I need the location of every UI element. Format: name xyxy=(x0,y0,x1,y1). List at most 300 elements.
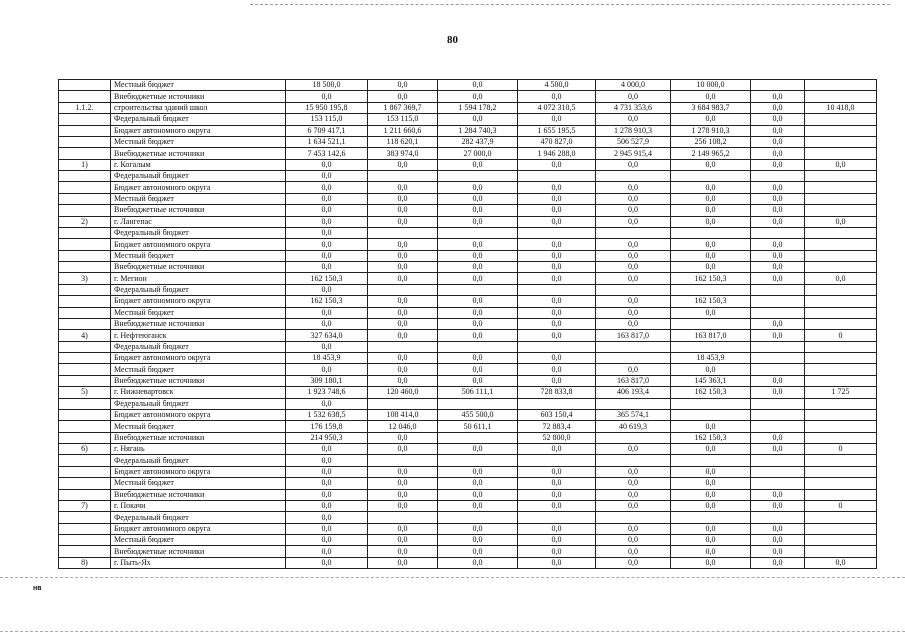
total-cell: 214 950,3 xyxy=(286,432,368,443)
amount-cell: 0,0 xyxy=(596,478,671,489)
amount-cell: 162 150,3 xyxy=(671,296,751,307)
amount-cell xyxy=(438,512,518,523)
indicator-cell xyxy=(805,535,877,546)
amount-cell: 0,0 xyxy=(751,375,805,386)
amount-cell: 0,0 xyxy=(596,239,671,250)
item-number-cell xyxy=(59,318,111,329)
total-cell: 6 709 417,1 xyxy=(286,125,368,136)
item-number-cell: 5) xyxy=(59,387,111,398)
item-number-cell xyxy=(59,125,111,136)
federal-budget-row xyxy=(59,284,877,295)
total-cell: 0,0 xyxy=(286,227,368,238)
federal-budget-row xyxy=(59,341,877,352)
item-name-cell: Местный бюджет xyxy=(111,136,286,147)
amount-cell: 365 574,1 xyxy=(596,409,671,420)
item-number-cell xyxy=(59,364,111,375)
indicator-cell xyxy=(805,489,877,500)
indicator-cell xyxy=(805,296,877,307)
amount-cell xyxy=(671,284,751,295)
indicator-cell xyxy=(805,409,877,420)
total-cell: 0,0 xyxy=(286,512,368,523)
total-cell: 0,0 xyxy=(286,250,368,261)
amount-cell: 0,0 xyxy=(518,546,596,557)
amount-cell: 0,0 xyxy=(368,535,438,546)
amount-cell: 0,0 xyxy=(438,330,518,341)
amount-cell: 0,0 xyxy=(368,330,438,341)
item-name-cell: Бюджет автономного округа xyxy=(111,409,286,420)
total-cell: 15 950 195,8 xyxy=(286,102,368,113)
amount-cell: 0,0 xyxy=(368,375,438,386)
amount-cell: 0,0 xyxy=(368,557,438,568)
amount-cell xyxy=(368,455,438,466)
amount-cell: 40 619,3 xyxy=(596,421,671,432)
total-cell: 153 115,0 xyxy=(286,114,368,125)
amount-cell: 0,0 xyxy=(518,557,596,568)
total-cell: 0,0 xyxy=(286,364,368,375)
item-name-cell: Федеральный бюджет xyxy=(111,227,286,238)
total-cell: 0,0 xyxy=(286,193,368,204)
indicator-cell xyxy=(805,205,877,216)
amount-cell xyxy=(671,409,751,420)
item-number-cell xyxy=(59,353,111,364)
amount-cell: 0,0 xyxy=(518,535,596,546)
amount-cell: 0,0 xyxy=(671,444,751,455)
amount-cell: 108 414,0 xyxy=(368,409,438,420)
amount-cell: 0,0 xyxy=(751,102,805,113)
amount-cell xyxy=(751,353,805,364)
indicator-cell xyxy=(805,341,877,352)
item-name-cell: г. Нягань xyxy=(111,444,286,455)
amount-cell: 0,0 xyxy=(596,193,671,204)
federal-budget-row xyxy=(59,455,877,466)
amount-cell: 0,0 xyxy=(596,91,671,102)
amount-cell: 0,0 xyxy=(518,262,596,273)
amount-cell: 0,0 xyxy=(518,193,596,204)
amount-cell xyxy=(751,409,805,420)
amount-cell: 0,0 xyxy=(671,466,751,477)
amount-cell: 0,0 xyxy=(518,239,596,250)
item-number-cell xyxy=(59,523,111,534)
item-name-cell: г. Нефтеюганск xyxy=(111,330,286,341)
amount-cell: 0,0 xyxy=(518,182,596,193)
federal-budget-row xyxy=(59,227,877,238)
amount-cell: 0,0 xyxy=(751,557,805,568)
amount-cell: 0,0 xyxy=(438,307,518,318)
total-cell: 1 923 748,6 xyxy=(286,387,368,398)
amount-cell xyxy=(751,478,805,489)
amount-cell: 0,0 xyxy=(751,273,805,284)
amount-cell: 118 620,1 xyxy=(368,136,438,147)
item-number-cell: 2) xyxy=(59,216,111,227)
amount-cell: 0,0 xyxy=(671,193,751,204)
indicator-cell xyxy=(805,80,877,91)
amount-cell: 0,0 xyxy=(671,307,751,318)
amount-cell: 0,0 xyxy=(751,114,805,125)
amount-cell: 0,0 xyxy=(671,421,751,432)
amount-cell: 0,0 xyxy=(596,557,671,568)
item-name-cell: Местный бюджет xyxy=(111,364,286,375)
amount-cell xyxy=(438,455,518,466)
indicator-cell xyxy=(805,318,877,329)
district-budget-row xyxy=(59,296,877,307)
item-number-cell xyxy=(59,182,111,193)
amount-cell: 0,0 xyxy=(518,500,596,511)
amount-cell: 0,0 xyxy=(751,318,805,329)
amount-cell: 0,0 xyxy=(368,193,438,204)
amount-cell: 0,0 xyxy=(596,489,671,500)
amount-cell: 0,0 xyxy=(751,330,805,341)
item-number-cell xyxy=(59,193,111,204)
item-name-cell: Бюджет автономного округа xyxy=(111,296,286,307)
federal-budget-row xyxy=(59,512,877,523)
amount-cell: 0,0 xyxy=(518,364,596,375)
scan-artifact-bottom-line xyxy=(0,631,905,632)
amount-cell xyxy=(518,341,596,352)
item-name-cell: Местный бюджет xyxy=(111,193,286,204)
amount-cell xyxy=(518,398,596,409)
amount-cell: 728 833,8 xyxy=(518,387,596,398)
amount-cell: 0,0 xyxy=(751,444,805,455)
amount-cell xyxy=(438,432,518,443)
amount-cell: 4 072 310,5 xyxy=(518,102,596,113)
total-cell: 0,0 xyxy=(286,478,368,489)
amount-cell: 0,0 xyxy=(751,546,805,557)
item-number-cell xyxy=(59,512,111,523)
amount-cell: 0,0 xyxy=(368,546,438,557)
amount-cell: 163 817,0 xyxy=(671,330,751,341)
section-row xyxy=(59,102,877,113)
amount-cell xyxy=(671,341,751,352)
item-number-cell: 7) xyxy=(59,500,111,511)
amount-cell: 0,0 xyxy=(438,250,518,261)
indicator-cell xyxy=(805,421,877,432)
item-name-cell: г. Когалым xyxy=(111,159,286,170)
item-number-cell xyxy=(59,80,111,91)
amount-cell xyxy=(518,512,596,523)
item-name-cell: Внебюджетные источники xyxy=(111,546,286,557)
amount-cell xyxy=(671,171,751,182)
amount-cell xyxy=(751,227,805,238)
item-number-cell xyxy=(59,466,111,477)
total-cell: 0,0 xyxy=(286,318,368,329)
item-name-cell: Бюджет автономного округа xyxy=(111,182,286,193)
indicator-cell xyxy=(805,262,877,273)
amount-cell xyxy=(751,466,805,477)
amount-cell: 0,0 xyxy=(596,114,671,125)
local-budget-row xyxy=(59,364,877,375)
amount-cell xyxy=(751,284,805,295)
amount-cell: 163 817,0 xyxy=(596,375,671,386)
district-budget-row xyxy=(59,353,877,364)
item-name-cell: г. Нижневартовск xyxy=(111,387,286,398)
amount-cell: 0,0 xyxy=(368,216,438,227)
amount-cell: 4 500,0 xyxy=(518,80,596,91)
amount-cell: 0,0 xyxy=(518,489,596,500)
amount-cell xyxy=(596,512,671,523)
item-name-cell: Внебюджетные источники xyxy=(111,318,286,329)
item-number-cell xyxy=(59,296,111,307)
total-cell: 7 453 142,6 xyxy=(286,148,368,159)
amount-cell xyxy=(751,398,805,409)
amount-cell: 0,0 xyxy=(368,353,438,364)
amount-cell: 0,0 xyxy=(368,262,438,273)
amount-cell: 0,0 xyxy=(438,296,518,307)
scan-artifact-line xyxy=(0,577,905,578)
amount-cell: 0,0 xyxy=(518,478,596,489)
total-cell: 0,0 xyxy=(286,239,368,250)
amount-cell: 0,0 xyxy=(438,318,518,329)
amount-cell: 0,0 xyxy=(518,523,596,534)
amount-cell: 0,0 xyxy=(438,500,518,511)
item-name-cell: Внебюджетные источники xyxy=(111,148,286,159)
indicator-cell: 0,0 xyxy=(805,216,877,227)
item-name-cell: Федеральный бюджет xyxy=(111,284,286,295)
amount-cell: 0,0 xyxy=(596,296,671,307)
item-name-cell: Федеральный бюджет xyxy=(111,114,286,125)
amount-cell: 0,0 xyxy=(671,478,751,489)
amount-cell: 0,0 xyxy=(438,478,518,489)
amount-cell: 0,0 xyxy=(368,364,438,375)
amount-cell: 0,0 xyxy=(751,148,805,159)
extra-budget-row xyxy=(59,262,877,273)
item-name-cell: Внебюджетные источники xyxy=(111,205,286,216)
amount-cell: 0,0 xyxy=(368,159,438,170)
item-name-cell: Федеральный бюджет xyxy=(111,455,286,466)
item-number-cell xyxy=(59,171,111,182)
amount-cell: 0,0 xyxy=(438,523,518,534)
amount-cell: 406 193,4 xyxy=(596,387,671,398)
amount-cell xyxy=(751,296,805,307)
amount-cell: 455 500,0 xyxy=(438,409,518,420)
total-cell: 0,0 xyxy=(286,523,368,534)
amount-cell: 120 460,0 xyxy=(368,387,438,398)
amount-cell: 0,0 xyxy=(438,273,518,284)
amount-cell: 0,0 xyxy=(438,262,518,273)
item-number-cell xyxy=(59,114,111,125)
indicator-cell xyxy=(805,114,877,125)
item-name-cell: Федеральный бюджет xyxy=(111,398,286,409)
section-row xyxy=(59,500,877,511)
amount-cell: 0,0 xyxy=(596,159,671,170)
item-name-cell: Местный бюджет xyxy=(111,421,286,432)
indicator-cell xyxy=(805,227,877,238)
amount-cell: 0,0 xyxy=(671,159,751,170)
item-name-cell: Федеральный бюджет xyxy=(111,341,286,352)
extra-budget-row xyxy=(59,375,877,386)
amount-cell: 0,0 xyxy=(671,557,751,568)
extra-budget-row xyxy=(59,318,877,329)
total-cell: 18 500,0 xyxy=(286,80,368,91)
item-name-cell: Местный бюджет xyxy=(111,535,286,546)
amount-cell: 1 211 660,6 xyxy=(368,125,438,136)
amount-cell: 0,0 xyxy=(518,318,596,329)
amount-cell: 0,0 xyxy=(368,273,438,284)
amount-cell: 0,0 xyxy=(751,535,805,546)
item-number-cell xyxy=(59,432,111,443)
amount-cell: 0,0 xyxy=(751,387,805,398)
total-cell: 0,0 xyxy=(286,182,368,193)
amount-cell: 0,0 xyxy=(438,557,518,568)
amount-cell: 0,0 xyxy=(368,250,438,261)
amount-cell: 1 594 178,2 xyxy=(438,102,518,113)
amount-cell: 162 150,3 xyxy=(671,387,751,398)
section-row xyxy=(59,330,877,341)
indicator-cell: 0 xyxy=(805,500,877,511)
budget-table xyxy=(58,79,877,569)
district-budget-row xyxy=(59,523,877,534)
extra-budget-row xyxy=(59,205,877,216)
section-row xyxy=(59,273,877,284)
amount-cell xyxy=(438,284,518,295)
amount-cell: 0,0 xyxy=(518,444,596,455)
amount-cell xyxy=(518,284,596,295)
total-cell: 309 180,1 xyxy=(286,375,368,386)
amount-cell: 256 108,2 xyxy=(671,136,751,147)
amount-cell: 0,0 xyxy=(368,432,438,443)
total-cell: 0,0 xyxy=(286,341,368,352)
amount-cell: 0,0 xyxy=(368,523,438,534)
amount-cell xyxy=(751,455,805,466)
amount-cell: 0,0 xyxy=(751,250,805,261)
amount-cell: 0,0 xyxy=(368,444,438,455)
amount-cell: 0,0 xyxy=(438,159,518,170)
total-cell: 327 634,0 xyxy=(286,330,368,341)
amount-cell: 0,0 xyxy=(751,125,805,136)
amount-cell xyxy=(438,227,518,238)
district-budget-row xyxy=(59,466,877,477)
amount-cell: 0,0 xyxy=(438,239,518,250)
item-number-cell: 3) xyxy=(59,273,111,284)
amount-cell: 470 827,0 xyxy=(518,136,596,147)
amount-cell: 1 278 910,3 xyxy=(671,125,751,136)
indicator-cell xyxy=(805,148,877,159)
amount-cell: 0,0 xyxy=(368,318,438,329)
item-name-cell: строительства зданий школ xyxy=(111,102,286,113)
item-number-cell xyxy=(59,489,111,500)
amount-cell: 0,0 xyxy=(671,114,751,125)
item-number-cell xyxy=(59,409,111,420)
item-number-cell xyxy=(59,148,111,159)
total-cell: 0,0 xyxy=(286,307,368,318)
item-number-cell xyxy=(59,239,111,250)
total-cell: 0,0 xyxy=(286,91,368,102)
amount-cell: 0,0 xyxy=(368,466,438,477)
indicator-cell xyxy=(805,432,877,443)
amount-cell xyxy=(751,307,805,318)
indicator-cell xyxy=(805,455,877,466)
federal-budget-row xyxy=(59,398,877,409)
amount-cell xyxy=(751,512,805,523)
indicator-cell: 0,0 xyxy=(805,159,877,170)
amount-cell xyxy=(751,341,805,352)
indicator-cell xyxy=(805,364,877,375)
amount-cell: 0,0 xyxy=(671,523,751,534)
local-budget-row xyxy=(59,193,877,204)
total-cell: 176 159,8 xyxy=(286,421,368,432)
amount-cell xyxy=(438,341,518,352)
page-number: 80 xyxy=(447,34,458,46)
indicator-cell: 0,0 xyxy=(805,273,877,284)
amount-cell: 18 453,9 xyxy=(671,353,751,364)
item-name-cell: Бюджет автономного округа xyxy=(111,523,286,534)
indicator-cell xyxy=(805,512,877,523)
item-number-cell xyxy=(59,262,111,273)
margin-mark: нв xyxy=(33,585,42,592)
local-budget-row xyxy=(59,250,877,261)
amount-cell: 0,0 xyxy=(671,262,751,273)
total-cell: 0,0 xyxy=(286,535,368,546)
indicator-cell xyxy=(805,353,877,364)
district-budget-row xyxy=(59,182,877,193)
total-cell: 0,0 xyxy=(286,500,368,511)
indicator-cell xyxy=(805,478,877,489)
amount-cell: 4 000,0 xyxy=(596,80,671,91)
amount-cell: 0,0 xyxy=(368,296,438,307)
amount-cell: 0,0 xyxy=(518,466,596,477)
item-name-cell: Внебюджетные источники xyxy=(111,262,286,273)
amount-cell: 0,0 xyxy=(751,182,805,193)
amount-cell: 0,0 xyxy=(368,182,438,193)
extra-budget-row xyxy=(59,546,877,557)
amount-cell: 0,0 xyxy=(518,91,596,102)
item-number-cell xyxy=(59,284,111,295)
amount-cell: 27 000,0 xyxy=(438,148,518,159)
district-budget-row xyxy=(59,125,877,136)
federal-budget-row xyxy=(59,114,877,125)
indicator-cell xyxy=(805,375,877,386)
amount-cell: 0,0 xyxy=(438,489,518,500)
local-budget-row xyxy=(59,80,877,91)
total-cell: 0,0 xyxy=(286,262,368,273)
total-cell: 0,0 xyxy=(286,557,368,568)
amount-cell: 0,0 xyxy=(751,239,805,250)
indicator-cell xyxy=(805,125,877,136)
indicator-cell xyxy=(805,523,877,534)
amount-cell: 0,0 xyxy=(438,364,518,375)
amount-cell xyxy=(671,455,751,466)
amount-cell: 0,0 xyxy=(518,205,596,216)
district-budget-row xyxy=(59,409,877,420)
item-name-cell: г. Пыть-Ях xyxy=(111,557,286,568)
indicator-cell xyxy=(805,239,877,250)
amount-cell: 0,0 xyxy=(671,489,751,500)
indicator-cell: 10 418,0 xyxy=(805,102,877,113)
item-number-cell xyxy=(59,455,111,466)
amount-cell: 0,0 xyxy=(368,80,438,91)
amount-cell xyxy=(751,364,805,375)
item-number-cell xyxy=(59,421,111,432)
amount-cell: 1 278 910,3 xyxy=(596,125,671,136)
total-cell: 0,0 xyxy=(286,398,368,409)
total-cell: 162 150,3 xyxy=(286,273,368,284)
item-number-cell: 8) xyxy=(59,557,111,568)
total-cell: 0,0 xyxy=(286,466,368,477)
amount-cell xyxy=(671,227,751,238)
amount-cell: 52 800,0 xyxy=(518,432,596,443)
section-row xyxy=(59,159,877,170)
indicator-cell xyxy=(805,136,877,147)
item-number-cell xyxy=(59,91,111,102)
indicator-cell xyxy=(805,546,877,557)
amount-cell: 0,0 xyxy=(596,364,671,375)
amount-cell: 0,0 xyxy=(518,114,596,125)
amount-cell: 0,0 xyxy=(751,216,805,227)
amount-cell: 0,0 xyxy=(518,250,596,261)
amount-cell: 1 284 740,3 xyxy=(438,125,518,136)
amount-cell: 0,0 xyxy=(438,535,518,546)
indicator-cell xyxy=(805,466,877,477)
amount-cell: 0,0 xyxy=(671,239,751,250)
